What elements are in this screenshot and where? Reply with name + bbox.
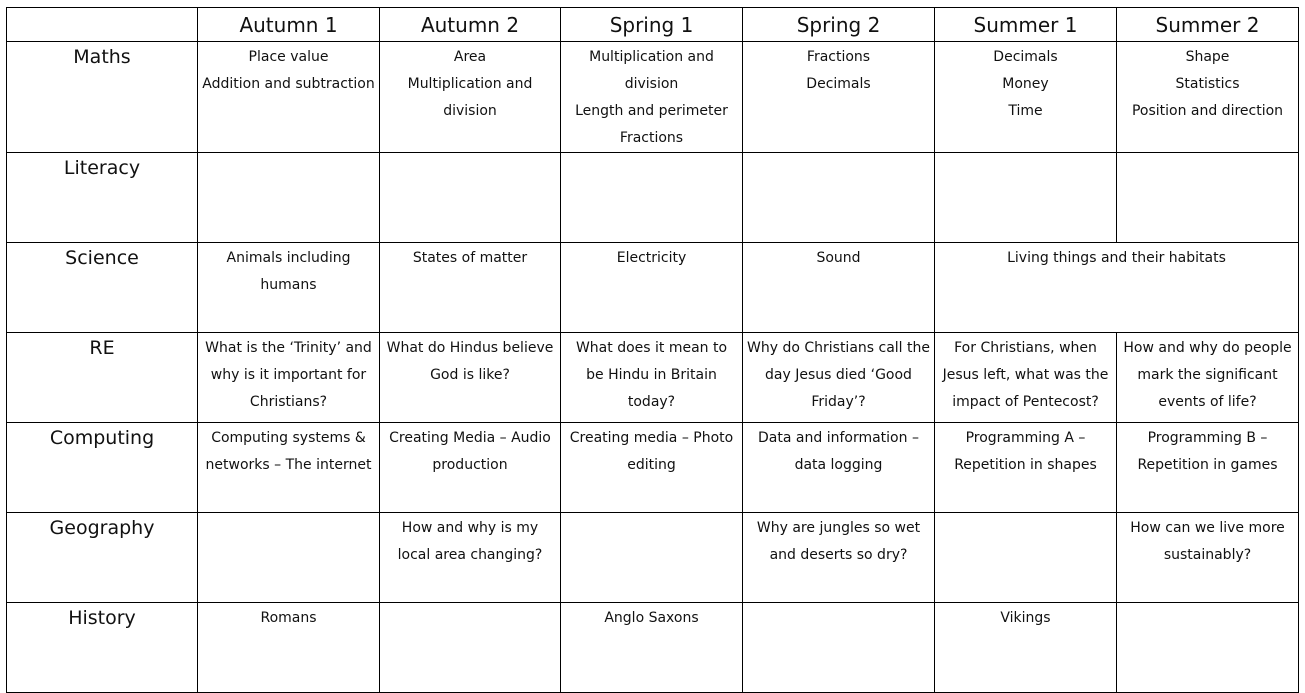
topic-cell: Programming A – Repetition in shapes [935, 423, 1117, 513]
topic-cell: Why are jungles so wet and deserts so dry? [743, 513, 935, 603]
topic-cell [743, 42, 935, 153]
term-header: Summer 2 [1117, 8, 1299, 42]
topic-line: Multiplication and division [407, 76, 533, 119]
topic-cell: Romans [198, 603, 380, 693]
term-header: Summer 1 [935, 8, 1117, 42]
corner-cell [7, 8, 198, 42]
topic-cell [743, 603, 935, 693]
subject-label: Computing [7, 423, 198, 513]
topic-cell: States of matter [380, 243, 561, 333]
topic-cell [743, 153, 935, 243]
topic-cell: Programming B – Repetition in games [1117, 423, 1299, 513]
topic-cell: Why do Christians call the day Jesus died ‘Good Friday’? [743, 333, 935, 423]
header-row [7, 8, 1299, 42]
topic-cell: For Christians, when Jesus left, what was the impact of Pentecost? [935, 333, 1117, 423]
topic-cell: Electricity [561, 243, 743, 333]
term-header: Spring 1 [561, 8, 743, 42]
topic-cell: Vikings [935, 603, 1117, 693]
topic-cell [1117, 42, 1299, 153]
term-header: Spring 2 [743, 8, 935, 42]
topic-line: Fractions [619, 130, 684, 146]
topic-line: Position and direction [1131, 103, 1284, 119]
topic-cell [198, 513, 380, 603]
topic-cell: Anglo Saxons [561, 603, 743, 693]
topic-cell [935, 153, 1117, 243]
subject-label: RE [7, 333, 198, 423]
topic-line: Length and perimeter [575, 103, 728, 119]
science-row [7, 243, 1299, 333]
topic-cell [380, 603, 561, 693]
topic-cell [935, 513, 1117, 603]
topic-line: Fractions [806, 49, 871, 65]
maths-row [7, 42, 1299, 153]
term-header: Autumn 2 [380, 8, 561, 42]
topic-line: Decimals [993, 49, 1058, 65]
topic-line: Area [453, 49, 487, 65]
topic-line: Multiplication and division [589, 49, 714, 92]
topic-cell [198, 42, 380, 153]
topic-cell: Computing systems & networks – The internet [198, 423, 380, 513]
topic-cell-merged: Living things and their habitats [935, 243, 1299, 333]
topic-cell: Creating media – Photo editing [561, 423, 743, 513]
topic-cell [561, 153, 743, 243]
topic-cell [935, 42, 1117, 153]
topic-line: Addition and subtraction [202, 76, 375, 92]
curriculum-table [6, 7, 1299, 693]
topic-cell: What does it mean to be Hindu in Britain today? [561, 333, 743, 423]
topic-line: Place value [248, 49, 329, 65]
topic-cell [561, 513, 743, 603]
topic-cell [1117, 603, 1299, 693]
term-header: Autumn 1 [198, 8, 380, 42]
topic-line: Time [1008, 103, 1043, 119]
geography-row [7, 513, 1299, 603]
topic-cell [380, 153, 561, 243]
topic-cell [561, 42, 743, 153]
topic-cell: What do Hindus believe God is like? [380, 333, 561, 423]
topic-cell: How and why do people mark the significant events of life? [1117, 333, 1299, 423]
subject-label: Literacy [7, 153, 198, 243]
topic-cell: Creating Media – Audio production [380, 423, 561, 513]
topic-cell: Animals including humans [198, 243, 380, 333]
topic-line: Decimals [806, 76, 871, 92]
topic-cell: What is the ‘Trinity’ and why is it important for Christians? [198, 333, 380, 423]
topic-line: Money [1002, 76, 1049, 92]
topic-cell: Sound [743, 243, 935, 333]
re-row [7, 333, 1299, 423]
subject-label: History [7, 603, 198, 693]
subject-label: Geography [7, 513, 198, 603]
subject-label: Science [7, 243, 198, 333]
topic-cell: How can we live more sustainably? [1117, 513, 1299, 603]
topic-cell: Data and information – data logging [743, 423, 935, 513]
topic-cell [380, 42, 561, 153]
topic-line: Shape [1185, 49, 1230, 65]
computing-row [7, 423, 1299, 513]
topic-cell: How and why is my local area changing? [380, 513, 561, 603]
topic-cell [1117, 153, 1299, 243]
history-row [7, 603, 1299, 693]
topic-cell [198, 153, 380, 243]
subject-label: Maths [7, 42, 198, 153]
literacy-row [7, 153, 1299, 243]
topic-line: Statistics [1175, 76, 1240, 92]
